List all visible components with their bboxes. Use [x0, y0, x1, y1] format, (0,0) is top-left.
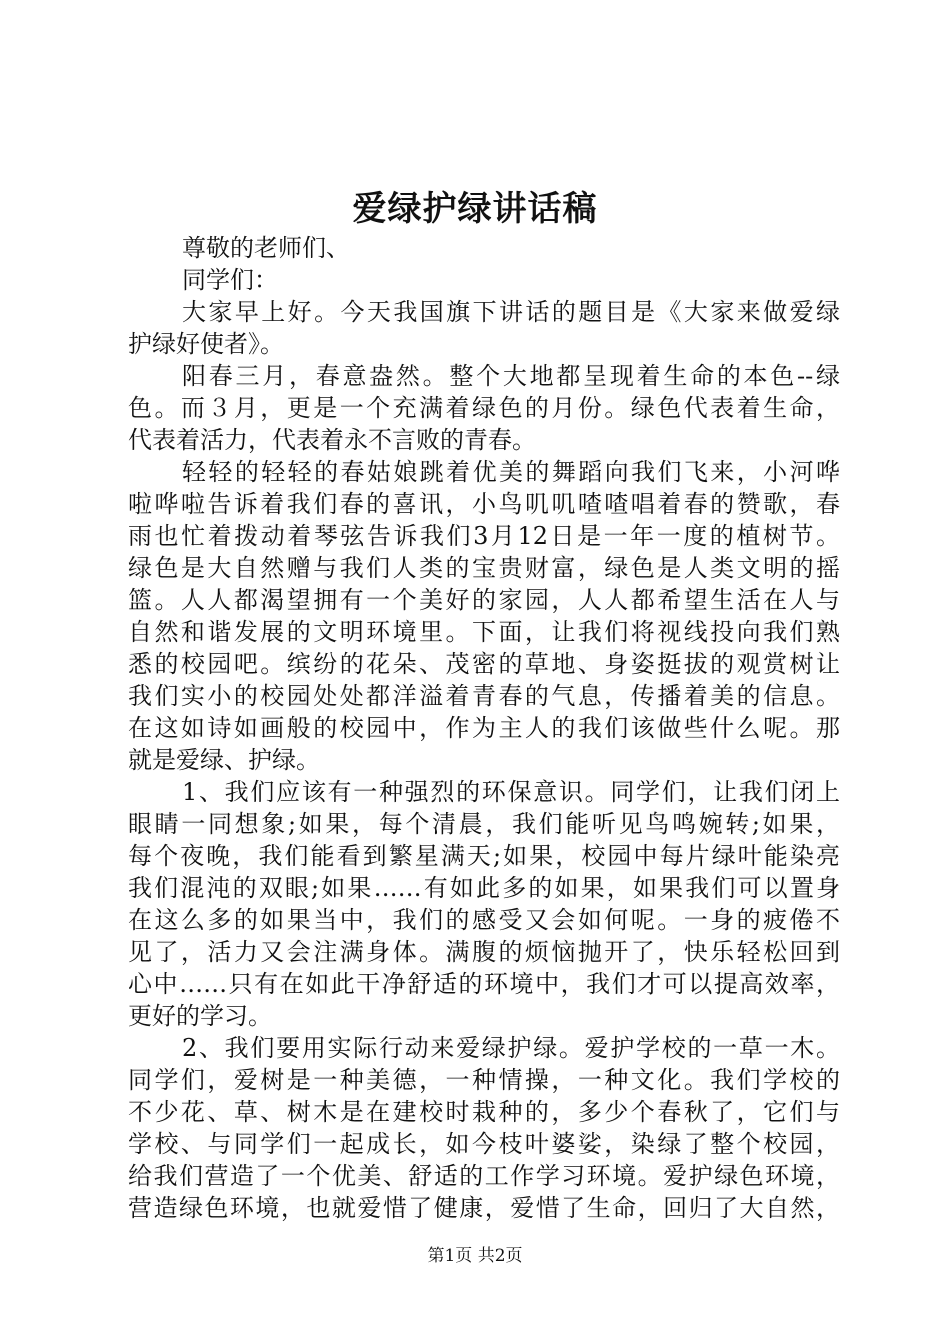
text-line: 营造绿色环境，也就爱惜了健康，爱惜了生命，回归了大自然， — [128, 1194, 840, 1222]
text-line: 绿色是大自然赠与我们人类的宝贵财富，绿色是人类文明的摇 — [128, 554, 840, 582]
text-line: 篮。人人都渴望拥有一个美好的家园，人人都希望生活在人与 — [128, 586, 840, 614]
text-line: 心中……只有在如此干净舒适的环境中，我们才可以提高效率， — [128, 970, 840, 998]
text-line: 轻轻的轻轻的春姑娘跳着优美的舞蹈向我们飞来，小河哗 — [182, 458, 840, 486]
text-line: 代表着活力，代表着永不言败的青春。 — [128, 426, 536, 454]
document-title: 爱绿护绿讲话稿 — [352, 189, 598, 229]
text-line: 在这如诗如画般的校园中，作为主人的我们该做些什么呢。那 — [128, 714, 840, 742]
text-line: 眼睛一同想象;如果，每个清晨，我们能听见鸟鸣婉转;如果， — [128, 810, 840, 838]
document-body — [128, 232, 840, 1224]
text-line: 阳春三月，春意盎然。整个大地都呈现着生命的本色--绿 — [182, 362, 840, 390]
text-line: 2、我们要用实际行动来爱绿护绿。爱护学校的一草一木。 — [182, 1034, 840, 1062]
text-line: 色。而３月，更是一个充满着绿色的月份。绿色代表着生命， — [128, 394, 840, 422]
text-line: 在这么多的如果当中，我们的感受又会如何呢。一身的疲倦不 — [128, 906, 840, 934]
text-line: 不少花、草、树木是在建校时栽种的，多少个春秋了，它们与 — [128, 1098, 840, 1126]
text-line: 给我们营造了一个优美、舒适的工作学习环境。爱护绿色环境， — [128, 1162, 840, 1190]
text-line: 我们混沌的双眼;如果……有如此多的如果，如果我们可以置身 — [128, 874, 840, 902]
text-line: 同学们，爱树是一种美德，一种情操，一种文化。我们学校的 — [128, 1066, 840, 1094]
text-line: 见了，活力又会注满身体。满腹的烦恼抛开了，快乐轻松回到 — [128, 938, 840, 966]
text-line: 悉的校园吧。缤纷的花朵、茂密的草地、身姿挺拔的观赏树让 — [128, 650, 840, 678]
text-line: 自然和谐发展的文明环境里。下面，让我们将视线投向我们熟 — [128, 618, 840, 646]
page-footer: 第1页 共2页 — [427, 1246, 523, 1266]
text-line: 啦哗啦告诉着我们春的喜讯，小鸟叽叽喳喳唱着春的赞歌，春 — [128, 490, 840, 518]
text-line: 1、我们应该有一种强烈的环保意识。同学们，让我们闭上 — [182, 778, 840, 806]
text-line: 同学们： — [182, 266, 278, 294]
text-line: 就是爱绿、护绿。 — [128, 746, 320, 774]
text-line: 护绿好使者》。 — [128, 330, 284, 358]
text-line: 每个夜晚，我们能看到繁星满天;如果，校园中每片绿叶能染亮 — [128, 842, 840, 870]
text-line: 学校、与同学们一起成长，如今枝叶婆娑，染绿了整个校园， — [128, 1130, 840, 1158]
text-line: 大家早上好。今天我国旗下讲话的题目是《大家来做爱绿 — [182, 298, 840, 326]
text-line: 尊敬的老师们、 — [182, 234, 350, 262]
text-line: 更好的学习。 — [128, 1002, 272, 1030]
text-line: 雨也忙着拨动着琴弦告诉我们3月12日是一年一度的植树节。 — [128, 522, 840, 550]
text-line: 我们实小的校园处处都洋溢着青春的气息，传播着美的信息。 — [128, 682, 840, 710]
